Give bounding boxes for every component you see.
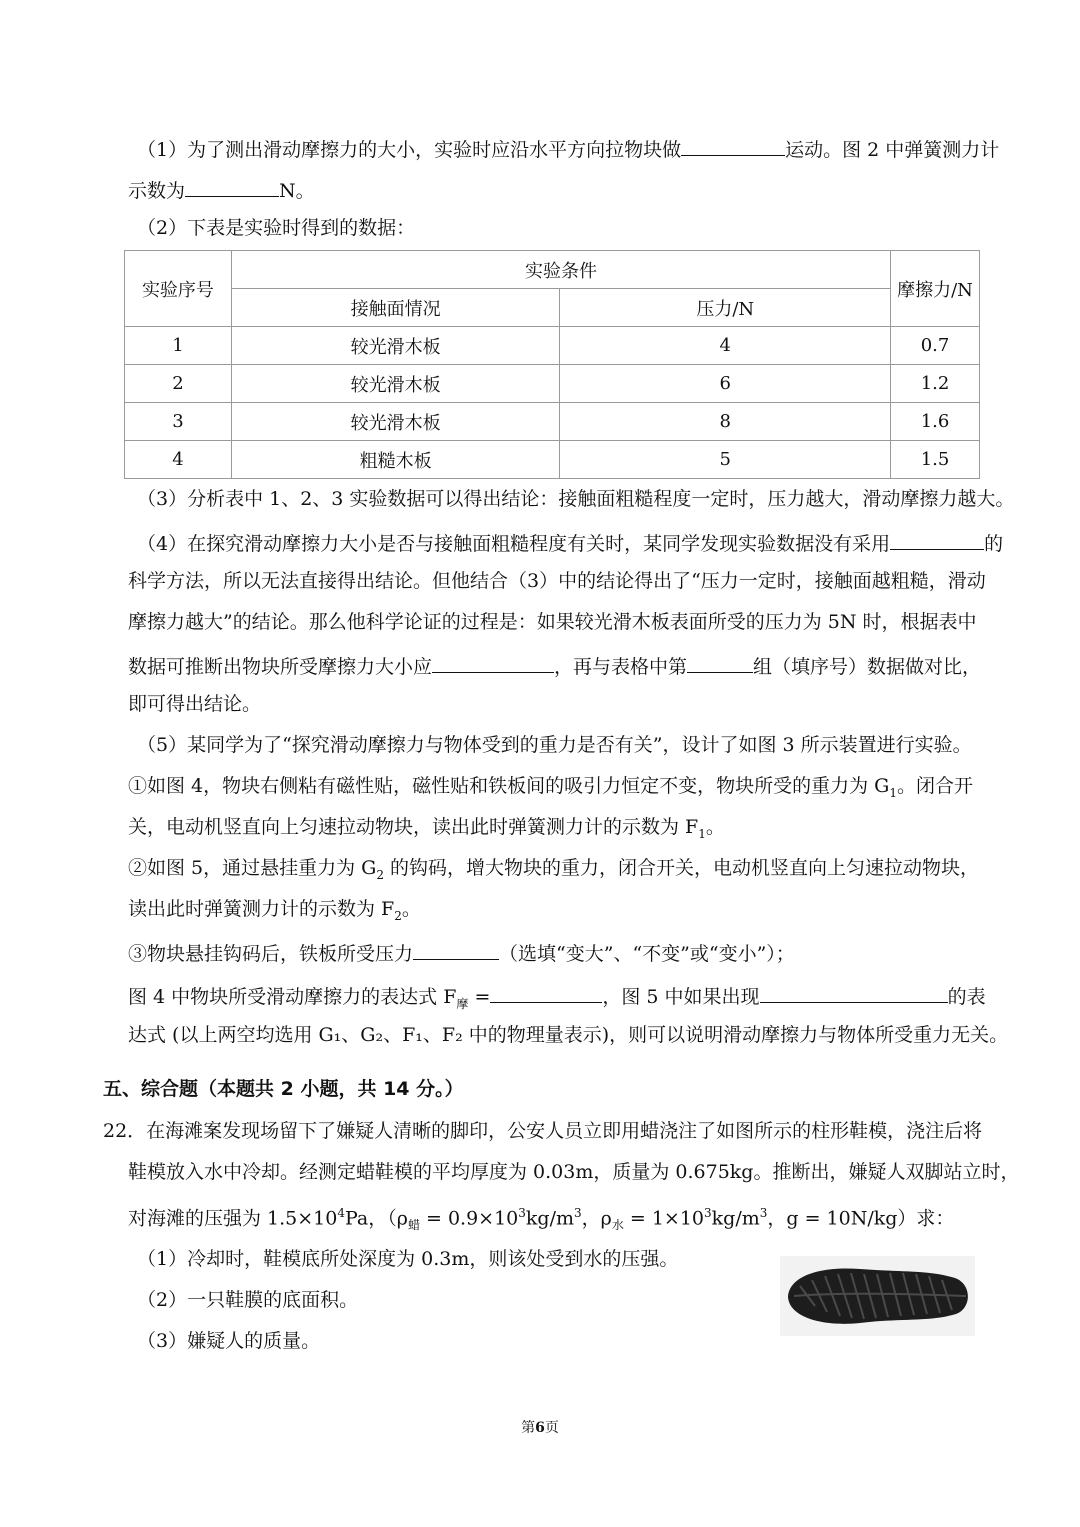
cell-surface: 较光滑木板	[231, 365, 560, 403]
q5-s1b: 。闭合开	[897, 775, 974, 797]
q1-line1	[137, 137, 999, 160]
cell-seq: 2	[125, 365, 232, 403]
q5-s2-sub: 2	[376, 867, 384, 882]
q5-s3a: ③物块悬挂钩码后，铁板所受压力	[128, 943, 414, 965]
answer-blank-friction[interactable]	[432, 654, 554, 673]
q22-3g: kg/m	[711, 1207, 760, 1230]
cell-seq: 1	[125, 327, 232, 365]
q4-line1	[137, 531, 1003, 554]
header-surface: 接触面情况	[231, 289, 560, 327]
q5-s4d: 的表	[947, 986, 986, 1008]
cell-seq: 3	[125, 403, 232, 441]
answer-blank-reading[interactable]	[185, 178, 279, 197]
q5-step1-line2	[128, 818, 725, 840]
q4-line2: 科学方法，所以无法直接得出结论。但他结合（3）中的结论得出了“压力一定时，接触面越粗糙，滑动	[128, 570, 986, 592]
q5-s3b: （选填“变大”、“不变”或“变小”）；	[499, 943, 795, 965]
data-table	[124, 250, 980, 479]
q5-s1c-sub: 1	[698, 826, 706, 841]
q22-line2: 鞋模放入水中冷却。经测定蜡鞋模的平均厚度为 0.03m，质量为 0.675kg。推断出，嫌疑人双脚站立时，	[128, 1161, 1020, 1183]
q2-line: （2）下表是实验时得到的数据：	[137, 217, 416, 239]
table-row	[125, 327, 980, 365]
q5-step3-line	[128, 941, 795, 964]
q5-step2-line1	[128, 859, 979, 881]
q22-3-sup5: 3	[759, 1206, 768, 1220]
q22-line3	[128, 1207, 954, 1231]
q5-s4c: ，图 5 中如果出现	[602, 986, 760, 1008]
cell-pressure: 8	[560, 403, 891, 441]
q5-s2a: ②如图 5，通过悬挂重力为 G	[128, 857, 377, 879]
q22-3h: ，g = 10N/kg）求：	[767, 1207, 955, 1230]
q4-text-4a: 数据可推断出物块所受摩擦力大小应	[128, 656, 433, 678]
table-row	[125, 441, 980, 479]
cell-friction: 1.5	[891, 441, 980, 479]
q22-3f: = 1×10	[623, 1207, 705, 1230]
q5-s1-sub: 1	[889, 785, 897, 800]
q5-s1c: 关，电动机竖直向上匀速拉动物块，读出此时弹簧测力计的示数为 F	[128, 816, 699, 838]
q22-3-sub2: 水	[611, 1218, 624, 1233]
q22-3-sub1: 蜡	[407, 1218, 420, 1233]
answer-blank-pressure-change[interactable]	[413, 941, 499, 960]
answer-blank-expression-fig4[interactable]	[490, 984, 602, 1003]
q22-3-sup3: 3	[574, 1206, 582, 1220]
q22-3e: ，ρ	[581, 1207, 612, 1230]
page-pre: 第	[521, 1420, 536, 1436]
q22-line1: 22．在海滩案发现场留下了嫌疑人清晰的脚印，公安人员立即用蜡浇注了如图所示的柱形鞋模，浇注后将	[103, 1120, 983, 1142]
q4-line4	[128, 654, 981, 677]
q1-line2	[128, 178, 315, 201]
header-seq: 实验序号	[125, 251, 232, 327]
q5-s1a: ①如图 4，物块右侧粘有磁性贴，磁性贴和铁板间的吸引力恒定不变，物块所受的重力为 G	[128, 775, 890, 797]
q4-line3: 摩擦力越大”的结论。那么他科学论证的过程是：如果较光滑木板表面所受的压力为 5N 时，根据表中	[128, 611, 977, 633]
q5-s1d: 。	[705, 816, 725, 838]
q5-s2d: 。	[401, 898, 421, 920]
q5-s4b: =	[468, 986, 491, 1008]
q22-3a: 对海滩的压强为 1.5×10	[128, 1207, 338, 1230]
cell-friction: 0.7	[891, 327, 980, 365]
answer-blank-motion[interactable]	[681, 137, 785, 156]
q4-text-1a: （4）在探究滑动摩擦力大小是否与接触面粗糙程度有关时，某同学发现实验数据没有采用	[137, 533, 891, 555]
q1-text-c: 示数为	[128, 180, 186, 202]
header-friction: 摩擦力/N	[891, 251, 980, 327]
q4-line5: 即可得出结论。	[128, 693, 262, 715]
q22-3d: kg/m	[525, 1207, 574, 1230]
q22-3-sup2: 3	[518, 1206, 526, 1220]
q4-text-4b: ，再与表格中第	[554, 656, 688, 678]
answer-blank-method[interactable]	[890, 531, 984, 550]
q1-text-b: 运动。图 2 中弹簧测力计	[785, 139, 1000, 161]
q5-s2c: 读出此时弹簧测力计的示数为 F	[128, 898, 395, 920]
q22-3-sup4: 3	[704, 1206, 712, 1220]
q3-line: （3）分析表中 1、2、3 实验数据可以得出结论：接触面粗糙程度一定时，压力越大，滑动摩擦力越大。	[137, 488, 1015, 510]
cell-surface: 较光滑木板	[231, 327, 560, 365]
cell-friction: 1.6	[891, 403, 980, 441]
cell-surface: 较光滑木板	[231, 403, 560, 441]
header-pressure: 压力/N	[560, 289, 891, 327]
answer-blank-group[interactable]	[687, 654, 753, 673]
q5-step5-line: 达式 (以上两空均选用 G₁、G₂、F₁、F₂ 中的物理量表示)，则可以说明滑动摩擦力与物体所受重力无关。	[128, 1024, 1009, 1046]
cell-pressure: 4	[560, 327, 891, 365]
header-condition: 实验条件	[231, 251, 890, 289]
table-row	[125, 365, 980, 403]
shoe-sole-image	[780, 1256, 975, 1336]
q22-part2: （2）一只鞋膜的底面积。	[137, 1289, 359, 1311]
q4-text-4c: 组（填序号）数据做对比，	[753, 656, 982, 678]
q22-part1: （1）冷却时，鞋模底所处深度为 0.3m，则该处受到水的压强。	[137, 1248, 679, 1270]
q5-s4a: 图 4 中物块所受滑动摩擦力的表达式 F	[128, 986, 457, 1008]
page-post: 页	[544, 1420, 559, 1436]
q22-part3: （3）嫌疑人的质量。	[137, 1330, 321, 1352]
section-title: 五、综合题（本题共 2 小题，共 14 分。）	[103, 1078, 464, 1100]
q1-text-d: N。	[279, 180, 315, 202]
q1-text-a: （1）为了测出滑动摩擦力的大小，实验时应沿水平方向拉物块做	[137, 139, 682, 161]
page-num: 6	[535, 1420, 545, 1436]
cell-friction: 1.2	[891, 365, 980, 403]
cell-surface: 粗糙木板	[231, 441, 560, 479]
q5-line1: （5）某同学为了“探究滑动摩擦力与物体受到的重力是否有关”，设计了如图 3 所示装置进行实验。	[137, 734, 972, 756]
page-number	[0, 1417, 1080, 1437]
q5-s2b: 的钩码，增大物块的重力，闭合开关，电动机竖直向上匀速拉动物块，	[384, 857, 980, 879]
table-row	[125, 403, 980, 441]
q5-step1-line1	[128, 777, 973, 799]
cell-pressure: 6	[560, 365, 891, 403]
q22-3-sup: 4	[337, 1206, 345, 1220]
q5-s4-sub: 摩	[456, 996, 469, 1011]
q22-3c: = 0.9×10	[419, 1207, 519, 1230]
answer-blank-expression-fig5[interactable]	[760, 984, 948, 1003]
cell-seq: 4	[125, 441, 232, 479]
cell-pressure: 5	[560, 441, 891, 479]
q5-step2-line2	[128, 900, 421, 922]
q5-step4-line	[128, 984, 986, 1010]
q5-s2c-sub: 2	[394, 908, 402, 923]
q22-3b: Pa，（ρ	[345, 1207, 408, 1230]
q4-text-1b: 的	[984, 533, 1004, 555]
